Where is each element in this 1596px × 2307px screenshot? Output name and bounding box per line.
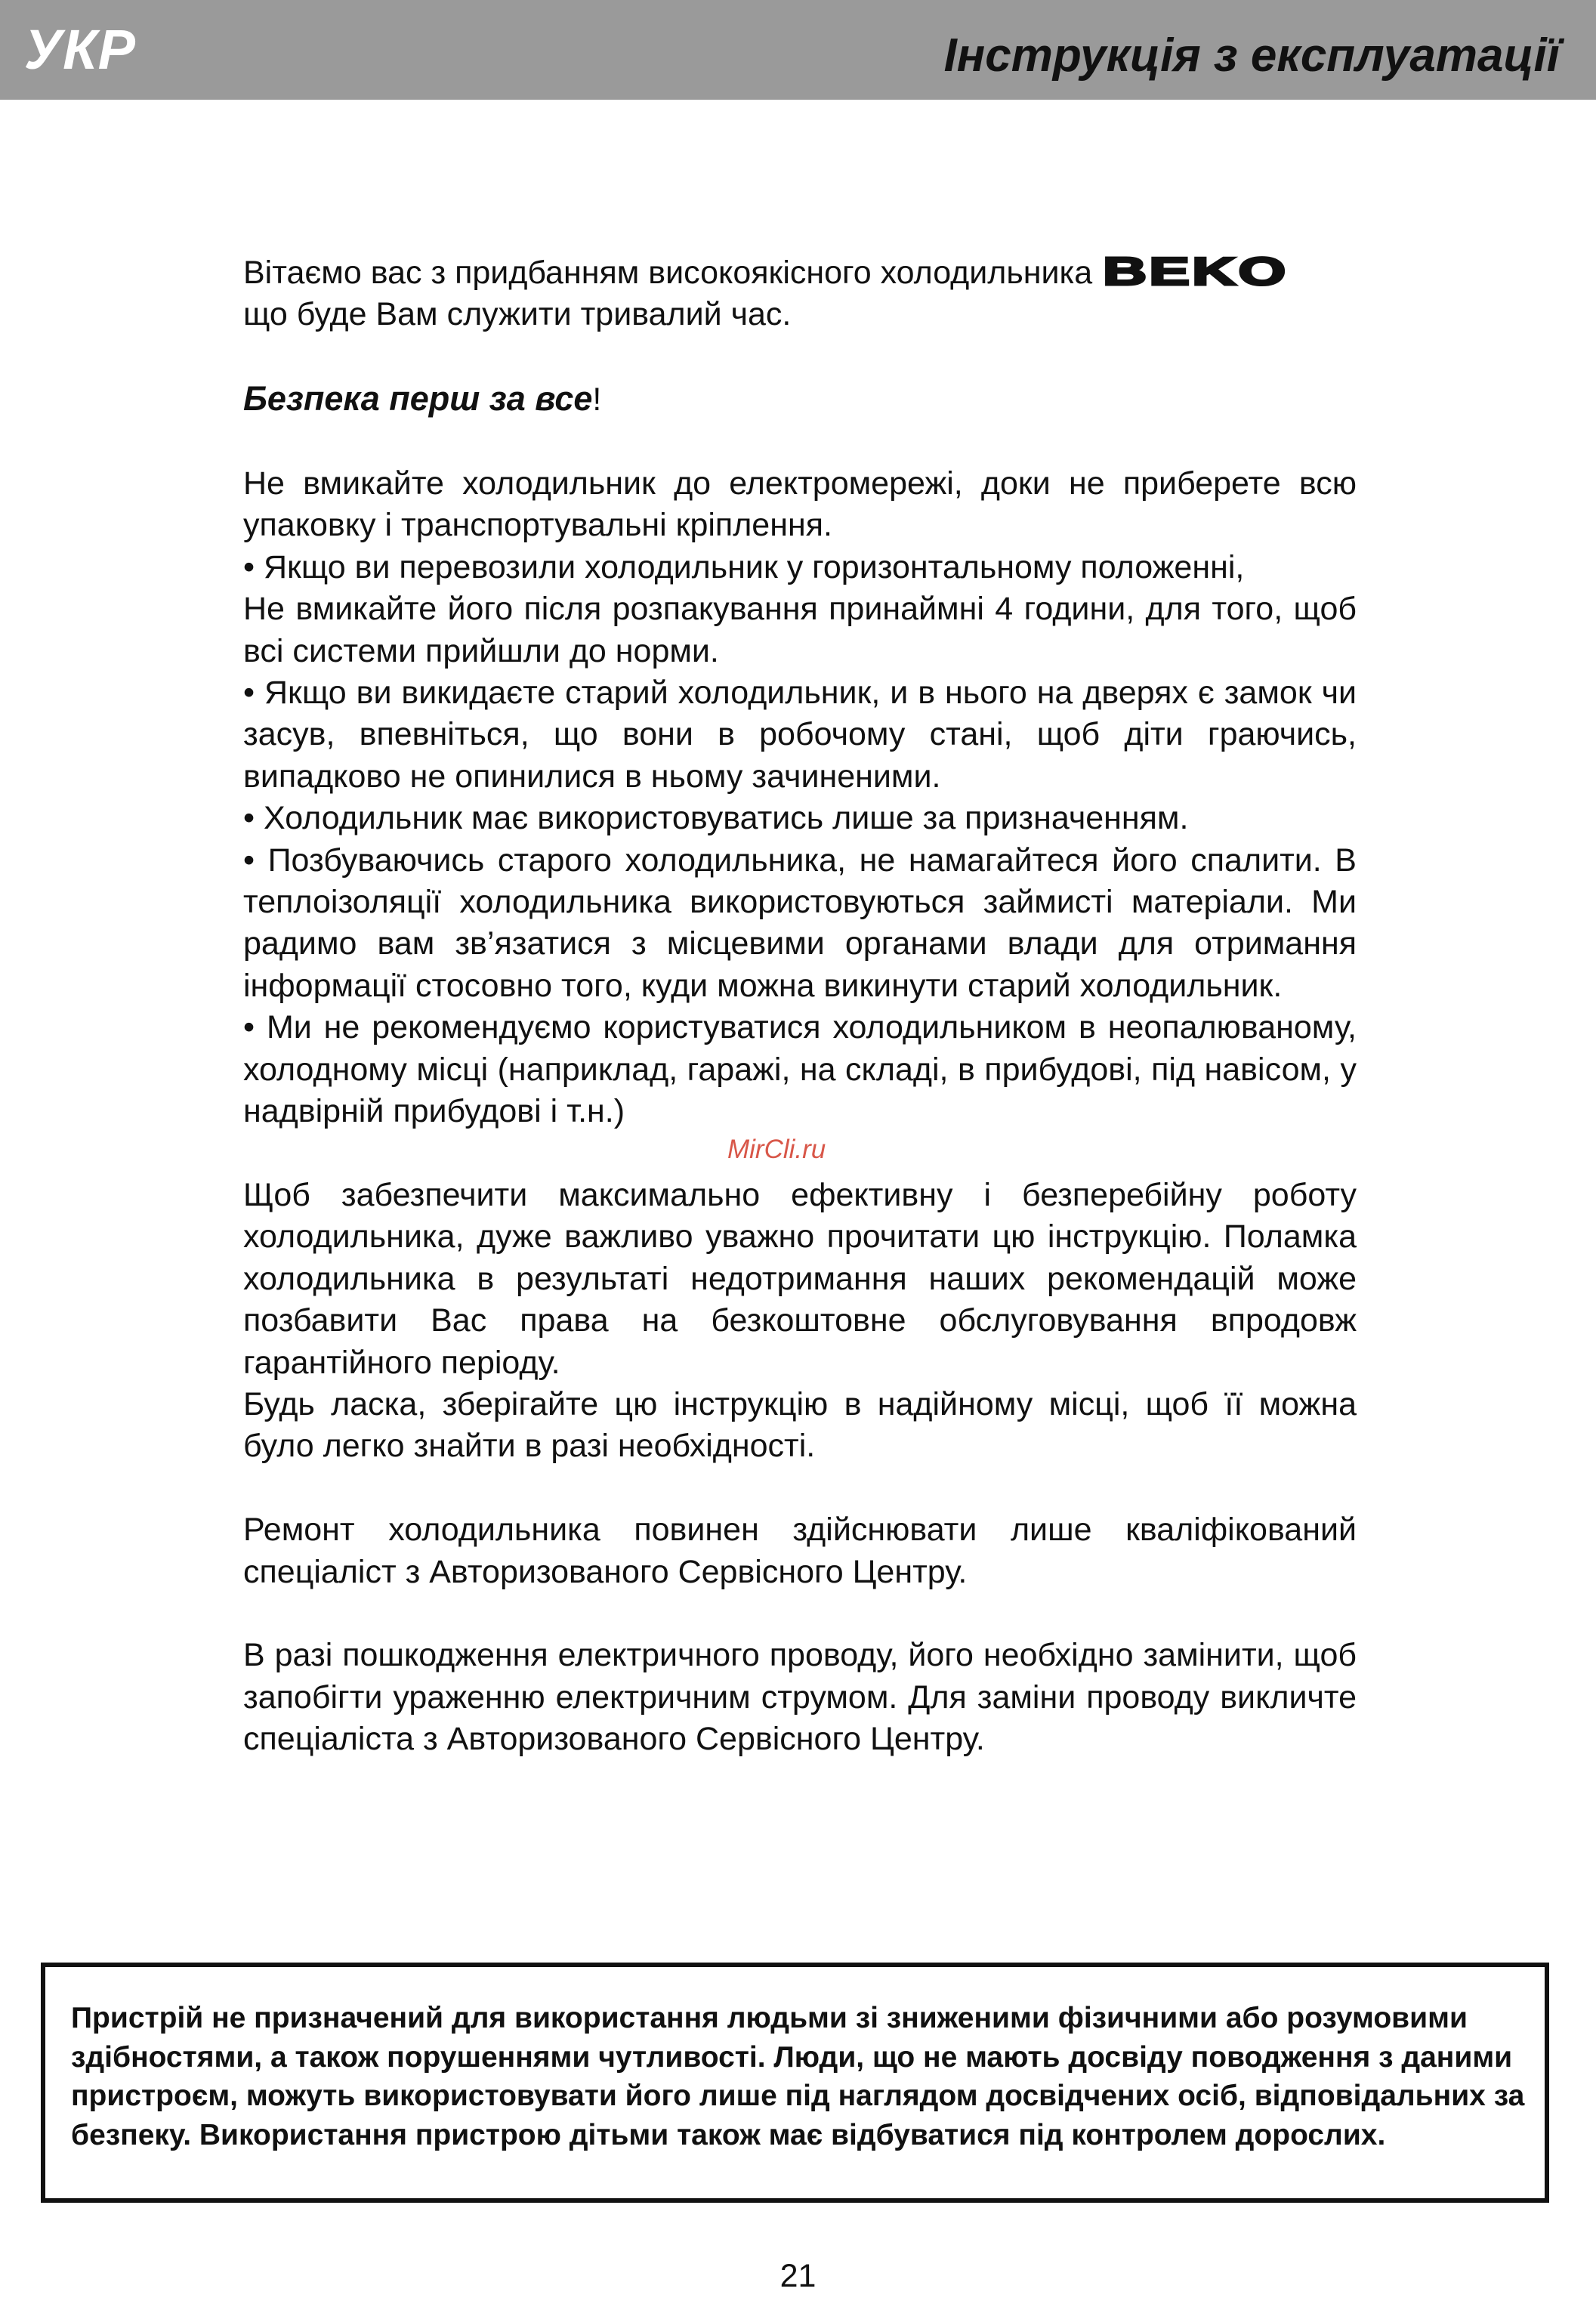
info-paragraph: В разі пошкодження електричного проводу, його необхідно замінити, щоб запобігти ураженню електричним струмом. Для заміни проводу викличте спеціаліста з Авторизованого Сервісного Центру. xyxy=(243,1637,1357,1758)
welcome-text-2: що буде Вам служити тривалий час. xyxy=(243,296,792,333)
info-paragraph: Щоб забезпечити максимально ефективну і безперебійну роботу холодильника, дуже важливо уважно прочитати цю інструкцію. Поламка холодильника в результаті недотримання наших рекомендацій може позбавити Вас права на безкоштовне обслуговування впродовж гарантійного періоду. xyxy=(243,1176,1357,1381)
safety-paragraph: • Позбуваючись старого холодильника, не намагайтеся його спалити. В теплоізоляції холодильника використовуються займисті матеріали. Ми радимо вам зв’язатися з місцевими органами влади для отримання інформації стосовно того, куди можна викинути старий холодильник. xyxy=(243,842,1357,1004)
info-paragraph: Ремонт холодильника повинен здійснювати лише кваліфікований спеціаліст з Авторизованого Сервісного Центру. xyxy=(243,1512,1357,1590)
document-title: Інструкція з експлуатації xyxy=(943,29,1560,82)
safety-heading xyxy=(243,378,1357,421)
page-number: 21 xyxy=(779,2258,817,2294)
safety-paragraph: • Ми не рекомендуємо користуватися холодильником в неопалюваному, холодному місці (наприклад, гаражі, на складі, в прибудові, під навісом, у надвірній прибудові і т.н.) xyxy=(243,1009,1357,1130)
safety-paragraph: Не вмикайте його після розпакування принаймні 4 години, для того, щоб всі системи прийшли до норми. xyxy=(243,591,1357,669)
safety-title: Безпека перш за все xyxy=(243,379,593,418)
safety-paragraph: • Якщо ви перевозили холодильник у горизонтальному положенні, xyxy=(243,548,1245,585)
welcome-line xyxy=(243,252,1357,294)
beko-logo: BEKO xyxy=(1103,250,1289,294)
safety-paragraph: Не вмикайте холодильник до електромережі, доки не приберете всю упаковку і транспортувальні кріплення. xyxy=(243,465,1357,544)
safety-paragraph: • Холодильник має використовуватись лише за призначенням. xyxy=(243,800,1189,837)
page-header xyxy=(0,0,1596,100)
main-content xyxy=(243,252,1357,1761)
info-paragraph: Будь ласка, зберігайте цю інструкцію в надійному місці, щоб її можна було легко знайти в разі необхідності. xyxy=(243,1385,1357,1465)
safety-exclaim: ! xyxy=(592,381,602,418)
warning-text: Пристрій не призначений для використання людьми зі зниженими фізичними або розумовими здібностями, а також порушеннями чутливості. Люди, що не мають досвіду поводження з даними пристроєм, можуть використовувати його лише під наглядом досвідчених осіб, відповідальних за безпеку. Використання пристрою дітьми також має відбуватися під контролем дорослих. xyxy=(71,2002,1525,2151)
watermark: MirCli.ru xyxy=(727,1135,826,1164)
safety-paragraph: • Якщо ви викидаєте старий холодильник, и в нього на дверях є замок чи засув, впевніться, що вони в робочому стані, щоб діти граючись, випадково не опинилися в ньому зачиненими. xyxy=(243,675,1357,795)
welcome-text: Вітаємо вас з придбанням високоякісного холодильника xyxy=(243,255,1093,291)
language-label: УКР xyxy=(24,18,136,81)
warning-box xyxy=(41,1963,1549,2203)
